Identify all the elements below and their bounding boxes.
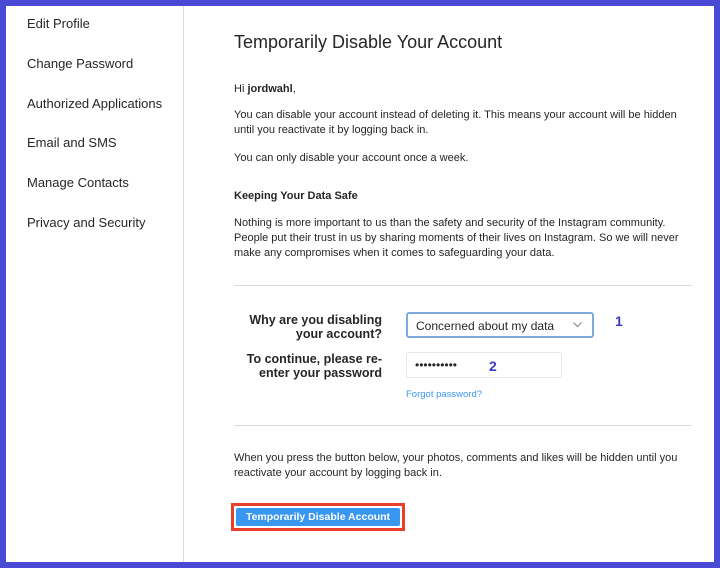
divider — [234, 425, 692, 426]
sidebar-item-email-sms[interactable]: Email and SMS — [27, 135, 117, 150]
reason-select[interactable] — [406, 312, 594, 338]
annotation-2: 2 — [489, 358, 497, 374]
greeting-suffix: , — [292, 83, 296, 95]
sidebar — [6, 6, 184, 562]
intro-text: You can disable your account instead of deleting it. This means your account will be hidden until you reactivate it by logging back in. — [234, 109, 677, 136]
forgot-password-link[interactable]: Forgot password? — [406, 389, 483, 400]
settings-window — [6, 6, 714, 562]
greeting-prefix: Hi — [234, 83, 248, 95]
username: jordwahl — [247, 83, 293, 95]
footer-text: When you press the button below, your photos, comments and likes will be hidden until you reactivate your account by logging back in. — [234, 452, 678, 479]
highlight-frame — [231, 503, 405, 531]
password-label: To continue, please re-enter your password — [246, 352, 382, 380]
sidebar-item-change-password[interactable]: Change Password — [27, 56, 134, 71]
chevron-down-icon — [572, 319, 583, 333]
once-week-text: You can only disable your account once a week. — [234, 152, 469, 164]
annotation-1: 1 — [615, 313, 623, 329]
reason-label: Why are you disabling your account? — [249, 313, 382, 341]
greeting — [234, 82, 696, 97]
sidebar-item-privacy-security[interactable]: Privacy and Security — [27, 215, 146, 230]
disable-account-button[interactable]: Temporarily Disable Account — [236, 508, 400, 526]
reason-select-value: Concerned about my data — [416, 319, 555, 333]
password-value: •••••••••• — [415, 358, 458, 372]
sidebar-item-authorized-applications[interactable]: Authorized Applications — [27, 96, 163, 111]
divider — [234, 285, 692, 286]
sidebar-item-manage-contacts[interactable]: Manage Contacts — [27, 175, 129, 190]
data-safe-heading: Keeping Your Data Safe — [234, 190, 358, 202]
data-safe-text: Nothing is more important to us than the safety and security of the Instagram community. People put their trust in us by sharing moments of their lives on Instagram. So we will never make any compromises when it comes to safeguarding your data. — [234, 217, 679, 259]
sidebar-item-edit-profile[interactable]: Edit Profile — [27, 16, 90, 31]
password-field[interactable] — [406, 352, 562, 378]
page-title: Temporarily Disable Your Account — [234, 32, 503, 52]
main-content — [184, 6, 714, 562]
